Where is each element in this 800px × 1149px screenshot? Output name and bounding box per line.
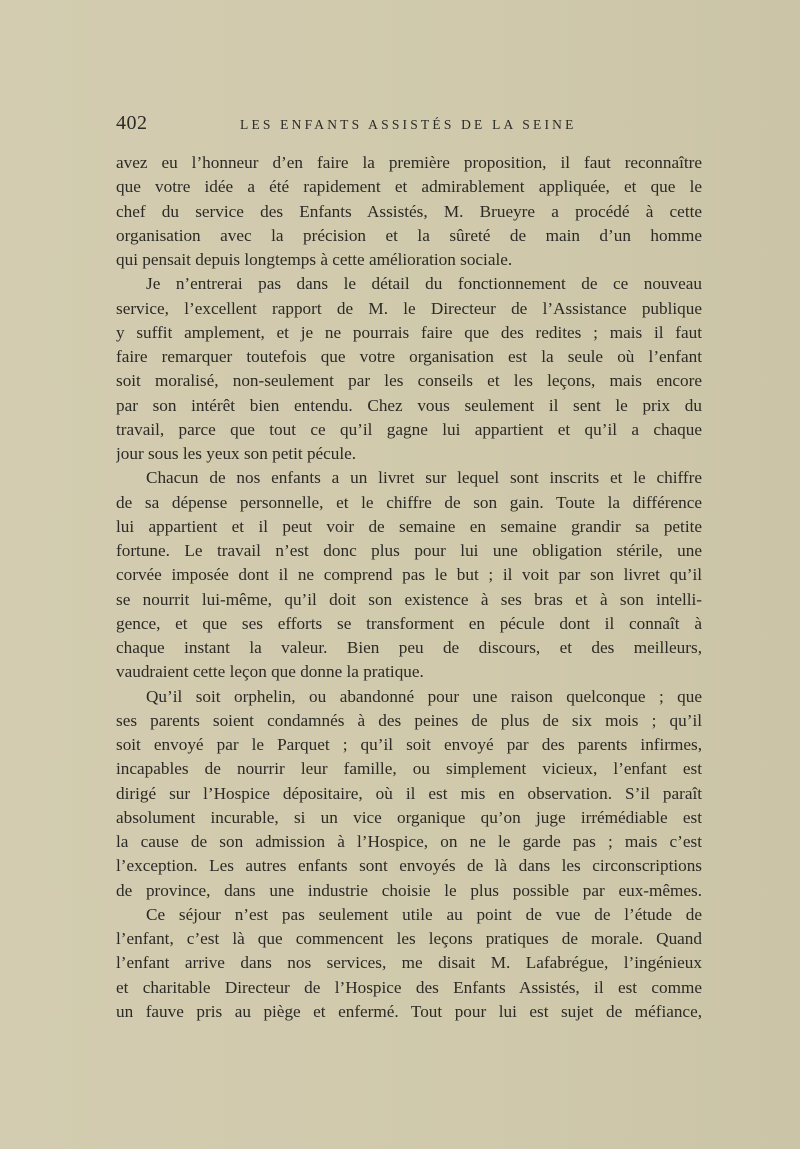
text-line: faire remarquer toutefois que votre organisation est la seule où l’enfant — [116, 347, 702, 366]
text-line: Qu’il soit orphelin, ou abandonné pour une raison quelconque ; que — [146, 686, 702, 706]
text-line: que votre idée a été rapidement et admirablement appliquée, et que le — [116, 177, 702, 197]
text-line: gence, et que ses efforts se transforment en pécule dont il connaît à — [116, 613, 702, 633]
text-line: ses parents soient condamnés à des peines de plus de six mois ; qu’il — [116, 710, 702, 730]
text-line: incapables de nourrir leur famille, ou simplement vicieux, l’enfant est — [116, 759, 702, 779]
text-line: l’enfant arrive dans nos services, me disait M. Lafabrégue, l’ingénieux — [116, 953, 702, 973]
running-title: LES ENFANTS ASSISTÉS DE LA SEINE — [240, 117, 577, 132]
text-line: vaudraient cette leçon que donne la pratique. — [116, 662, 424, 682]
text-line: chef du service des Enfants Assistés, M. Brueyre a procédé à cette — [116, 201, 702, 221]
text-line: y suffit amplement, et je ne pourrais faire que des redites ; mais il faut — [116, 322, 702, 342]
text-line: Je n’entrerai pas dans le détail du fonctionnement de ce nouveau — [146, 274, 702, 294]
text-line: Chacun de nos enfants a un livret sur lequel sont inscrits et le chiffre — [146, 468, 702, 488]
text-line: service, l’excellent rapport de M. le Directeur de l’Assistance publique — [116, 298, 702, 318]
text-line: la cause de son admission à l’Hospice, on ne le garde pas ; mais c’est — [116, 832, 702, 851]
text-line: dirigé sur l’Hospice dépositaire, où il est mis en observation. S’il paraît — [116, 783, 702, 803]
text-line: corvée imposée dont il ne comprend pas le but ; il voit par son livret qu’il — [116, 565, 702, 585]
text-line: par son intérêt bien entendu. Chez vous seulement il sent le prix du — [116, 395, 702, 415]
text-line: organisation avec la précision et la sûreté de main d’un homme — [116, 225, 702, 245]
text-line: chaque instant la valeur. Bien peu de discours, et des meilleurs, — [116, 638, 702, 657]
body-text — [116, 151, 702, 1024]
text-line: et charitable Directeur de l’Hospice des Enfants Assistés, il est comme — [116, 977, 702, 997]
text-line: avez eu l’honneur d’en faire la première proposition, il faut reconnaître — [116, 153, 702, 172]
text-line: jour sous les yeux son petit pécule. — [116, 444, 357, 463]
page-number: 402 — [116, 112, 148, 134]
text-line: qui pensait depuis longtemps à cette amélioration sociale. — [116, 250, 513, 269]
text-line: l’exception. Les autres enfants sont envoyés de là dans les circonscriptions — [116, 856, 702, 876]
text-line: travail, parce que tout ce qu’il gagne lui appartient et qu’il a chaque — [116, 419, 702, 439]
text-line: Ce séjour n’est pas seulement utile au point de vue de l’étude de — [146, 904, 702, 924]
text-line: de province, dans une industrie choisie le plus possible par eux-mêmes. — [116, 880, 702, 900]
text-line: l’enfant, c’est là que commencent les leçons pratiques de morale. Quand — [116, 929, 702, 948]
text-line: fortune. Le travail n’est donc plus pour lui une obligation stérile, une — [116, 541, 702, 560]
text-line: se nourrit lui-même, qu’il doit son existence à ses bras et à son intelli- — [116, 589, 702, 609]
text-line: lui appartient et il peut voir de semaine en semaine grandir sa petite — [116, 516, 702, 536]
text-line: absolument incurable, si un vice organique qu’on juge irrémédiable est — [116, 807, 702, 827]
text-line: de sa dépense personnelle, et le chiffre de son gain. Toute la différence — [116, 492, 702, 512]
page-header — [116, 112, 701, 142]
text-line: un fauve pris au piège et enfermé. Tout pour lui est sujet de méfiance, — [116, 1001, 702, 1021]
text-line: soit moralisé, non-seulement par les conseils et les leçons, mais encore — [116, 371, 702, 391]
text-line: soit envoyé par le Parquet ; qu’il soit envoyé par des parents infirmes, — [116, 735, 702, 754]
